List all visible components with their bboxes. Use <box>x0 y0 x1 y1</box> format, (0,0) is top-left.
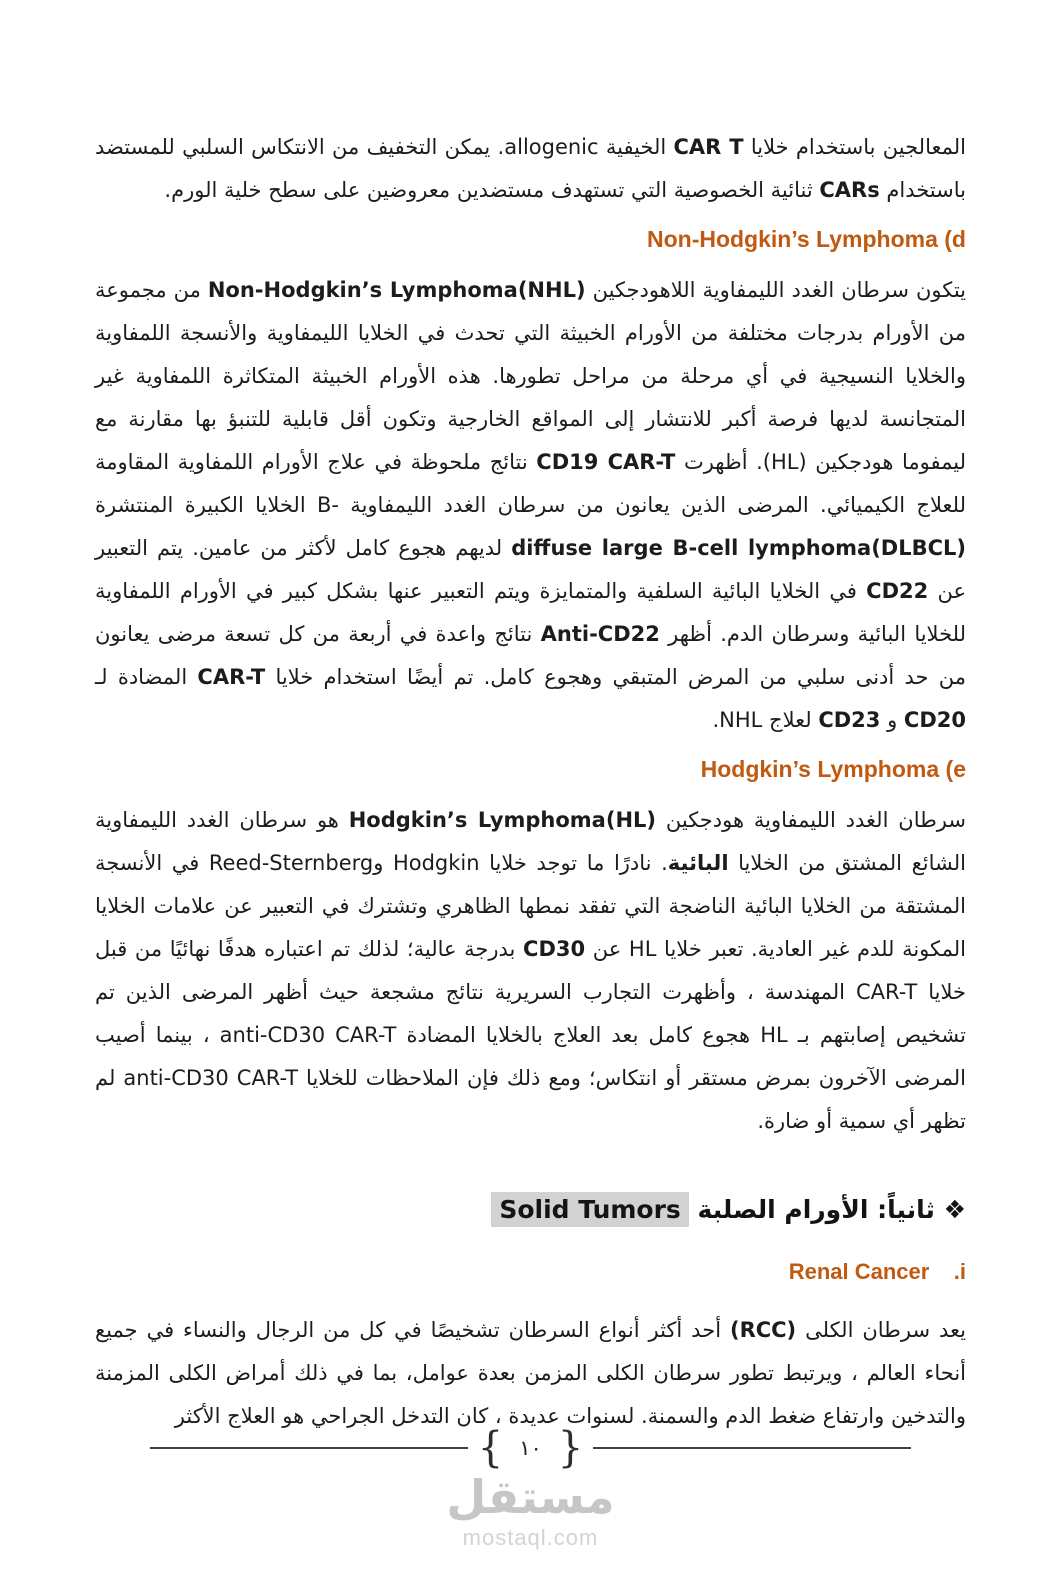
text-run-arabic: هو سرطان الغدد الليمفاوية الشائع المشتق من الخلايا <box>95 808 966 875</box>
text-run-latin: HL <box>760 1023 788 1047</box>
text-run-arabic: ثنائية الخصوصية التي تستهدف مستضدين معروضين على سطح خلية الورم. <box>164 178 820 202</box>
text-run-latin: (RCC) <box>729 1317 797 1342</box>
text-run-latin: anti-CD30 CAR-T <box>123 1066 299 1090</box>
heading-non-hodgkins-lymphoma <box>95 226 966 253</box>
text-run-arabic: لم تظهر أي سمية أو ضارة. <box>95 1066 966 1133</box>
text-run-arabic: لديهم هجوع كامل لأكثر من عامين. يتم التعبير عن <box>95 536 966 603</box>
text-run-arabic: يعد سرطان الكلى <box>796 1317 966 1342</box>
page-number: ١٠ <box>519 1435 542 1460</box>
text-run-arabic: بدرجة عالية؛ لذلك تم اعتباره هدفًا نهائيًا من قبل خلايا <box>95 937 966 1004</box>
text-run-arabic: المهندسة ، وأظهرت التجارب السريرية نتائج مشجعة حيث أظهر المرضى الذين تم تشخيص إصابتهم بـ <box>95 980 966 1047</box>
text-run-arabic: . <box>712 708 720 732</box>
paragraph-allogenic <box>95 126 966 212</box>
text-run-latin: CD22 <box>866 579 929 603</box>
text-run-latin: Hodgkin <box>392 851 480 875</box>
text-run-arabic: في الأنسجة المشتقة من الخلايا البائية الناضجة التي تفقد نمطها الظاهري وتشترك في التعبير عن علامات الخلايا المكونة للدم غير العادية. تعبر خلايا <box>95 851 966 961</box>
text-run-arabic: المضادة لـ <box>95 665 198 689</box>
paragraph-nhl <box>95 269 966 742</box>
watermark <box>0 1472 1061 1551</box>
paragraph-renal-cancer <box>95 1309 966 1438</box>
text-run-latin: CD30 <box>523 937 586 961</box>
heading-hodgkins-lymphoma <box>95 756 966 783</box>
heading-text: Renal Cancer .i <box>788 1258 966 1284</box>
text-run-arabic: لعلاج <box>762 708 819 732</box>
text-run-arabic: في الخلايا البائية السلفية والمتمايزة ويتم التعبير عنها بشكل كبير في الأورام اللمفاوية للخلايا البائية وسرطان الدم. أظهر <box>95 579 966 646</box>
footer-brace-right-icon: } <box>557 1423 584 1473</box>
text-run-latin: Anti-CD22 <box>540 622 660 646</box>
text-run-latin: CAR-T <box>856 980 918 1004</box>
text-run-arabic: الخيفية <box>598 135 674 159</box>
text-run-arabic: . نادرًا ما توجد خلايا <box>479 851 668 875</box>
text-run-arabic: ثانياً: الأورام الصلبة <box>688 1195 935 1224</box>
paragraph-hl <box>95 799 966 1143</box>
text-run-arabic: ❖ <box>934 1195 966 1224</box>
text-run-arabic: يتكون سرطان الغدد الليمفاوية اللاهودجكين <box>585 278 967 302</box>
heading-renal-cancer <box>95 1259 966 1285</box>
text-run-latin: CD23 <box>818 708 881 732</box>
text-run-latin: (HL) <box>762 450 807 474</box>
text-run-latin: CAR-T <box>197 665 266 689</box>
text-run-latin: Reed-Sternberg <box>208 851 374 875</box>
text-run-arabic: . يمكن التخفيف من الانتكاس السلبي للمستضد باستخدام <box>95 135 966 202</box>
text-run-arabic: و <box>880 708 904 732</box>
text-run-latin: CD20 <box>903 708 966 732</box>
text-run-arabic: هجوع كامل بعد العلاج بالخلايا المضادة <box>396 1023 761 1047</box>
watermark-site: mostaql.com <box>462 1524 599 1550</box>
text-run-latin: CAR T <box>673 135 744 159</box>
text-run-arabic: نتائج ملحوظة في علاج الأورام اللمفاوية المقاومة للعلاج الكيميائي. المرضى الذين يعانون من سرطان الغدد الليمفاوية <box>95 450 966 517</box>
text-run-arabic: الخلايا الكبيرة المنتشرة <box>95 493 317 517</box>
text-run-latin: diffuse large B-cell lymphoma(DLBCL) <box>511 536 967 560</box>
text-run-arabic: من مجموعة من الأورام بدرجات مختلفة من الأورام الخبيثة التي تحدث في الخلايا الليمفاوية والأنسجة اللمفاوية والخلايا النسيجية في أي مرحلة من مراحل تطورها. هذه الأورام الخبيثة المتكاثرة اللمفاوية غير المتجانسة لديها فرصة أكبر للانتشار إلى المواقع الخارجية وتكون أقل قابلية للتنبؤ بها مقارنة مع ليمفوما هودجكين <box>95 278 966 474</box>
text-run-latin: B- <box>317 493 339 517</box>
text-run-latin: CD19 CAR-T <box>536 450 676 474</box>
heading-solid-tumors <box>95 1191 966 1229</box>
text-run-arabic: سرطان الغدد الليمفاوية هودجكين <box>656 808 966 832</box>
text-run-latin: Non-Hodgkin’s Lymphoma(NHL) <box>207 278 586 302</box>
text-run-latin: anti-CD30 CAR-T <box>219 1023 397 1047</box>
text-run-arabic: البائية <box>667 851 729 875</box>
text-run-arabic: المعالجين باستخدام خلايا <box>743 135 966 159</box>
text-run-arabic: و <box>373 851 393 875</box>
footer-rule-right <box>593 1447 911 1449</box>
document-content <box>95 126 966 1452</box>
heading-text: Hodgkin’s Lymphoma (e <box>700 756 966 782</box>
text-run-latin: allogenic <box>504 135 599 159</box>
footer-brace-left-icon: { <box>477 1423 504 1473</box>
footer-rule-left <box>150 1447 468 1449</box>
text-run-latin: NHL <box>719 708 763 732</box>
text-run-arabic: نتائج واعدة في أربعة من كل تسعة مرضى يعانون من حد أدنى سلبي من المرض المتبقي وهجوع كامل. تم أيضًا استخدام خلايا <box>95 622 966 689</box>
text-run-latin: CARs <box>819 178 880 202</box>
text-run-latin: Hodgkin’s Lymphoma(HL) <box>348 808 657 832</box>
text-run-latin: HL <box>628 937 657 961</box>
text-run-latin: Solid Tumors <box>491 1192 688 1227</box>
text-run-arabic: عن <box>585 937 629 961</box>
heading-text: Non-Hodgkin’s Lymphoma (d <box>646 226 966 252</box>
watermark-title: مستقل <box>446 1470 615 1524</box>
text-run-arabic: أحد أكثر أنواع السرطان تشخيصًا في كل من الرجال والنساء في جميع أنحاء العالم ، ويرتبط تطور سرطان الكلى المزمن بعدة عوامل، بما في ذلك أمراض الكلى المزمنة والتدخين وارتفاع ضغط الدم والسمنة. لسنوات عديدة ، كان التدخل الجراحي هو العلاج الأكثر <box>95 1317 966 1428</box>
text-run-arabic: . أظهرت <box>675 450 763 474</box>
text-run-arabic: ، بينما أصيب المرضى الآخرون بمرض مستقر أو انتكاس؛ ومع ذلك فإن الملاحظات للخلايا <box>95 1023 966 1090</box>
page-footer <box>150 1423 911 1473</box>
